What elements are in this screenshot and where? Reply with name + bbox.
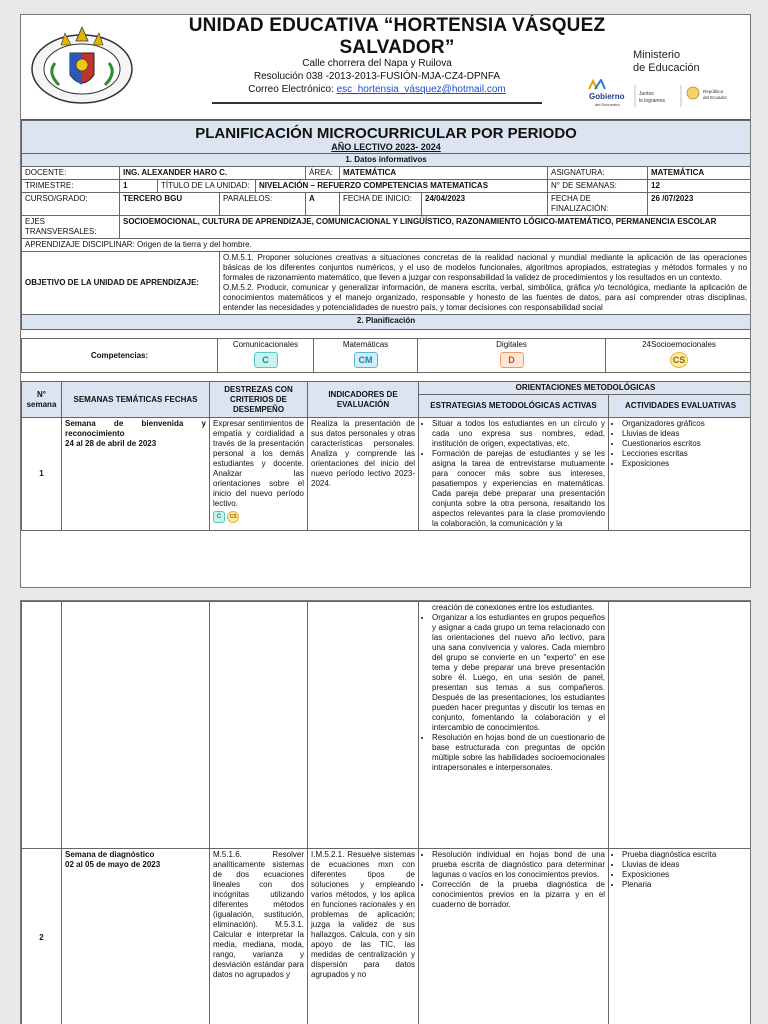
week-title: Semana de diagnóstico [65,850,155,859]
competencia-digitales [418,339,606,373]
socioemocional-icon: CS [670,352,688,368]
ministry-logo [633,49,700,75]
competencias-table [21,338,751,373]
table-row [22,602,752,849]
list-item: • Resolución individual en hojas bond de una prueba escrita de diagnóstico para determinar lagunas o vacíos en los conocimientos previos. [432,850,605,880]
ejes-value: SOCIOEMOCIONAL, CULTURA DE APRENDIZAJE, COMUNICACIONAL Y LINGÜÍSTICO, RAZONAMIENTO LÓGICO-MATEMÁTICO, PERMANENCIA ESCOLAR [120,216,751,239]
socioemocional-icon: CS [227,511,239,523]
info-table [21,120,751,330]
republic-line-2: del Ecuador [703,95,728,100]
list-item: • Formación de parejas de estudiantes y se les asigna la tarea de entrevistarse mutuamente para conocer más sobre sus intereses, pasatiempos y experiencias en matemáticas. Cada pareja debe preparar una presentación conjunta sobre la otra persona, resaltando los aspectos relevantes para la clase promoviendo la colaboración, la comunicación y la [432,449,605,529]
matematica-icon: CM [354,352,378,368]
fin-value: 26 /07/2023 [648,193,751,216]
page-2 [20,600,751,1024]
document-header [21,15,750,120]
republic-line-1: República [703,89,724,94]
email-link[interactable]: esc_hortensia_vásquez@hotmail.com [336,84,506,95]
email-line [217,83,537,96]
col-orientaciones-header: ORIENTACIONES METODOLÓGICAS [419,382,752,395]
table-row [22,849,752,1024]
docente-value: ING. ALEXANDER HARO C. [120,167,306,180]
list-item: • Exposiciones [622,459,749,469]
objetivo-2: O.M.5.2. Producir, comunicar y generalizar información, de manera escrita, verbal, simbólica, gráfica y/o tecnológica, mediante la aplicación de conocimientos matemáticos y el manejo organizado, responsable y honesto de las fuentes de datos, para así comprender otras disciplinas, entender las necesidades y potencialidades de nuestro país, y tomar decisiones con responsabilidad social [223,283,748,312]
asignatura-value: MATEMÁTICA [648,167,751,180]
objetivo-value [220,252,751,315]
gov-slogan-1: Juntos [639,91,654,97]
plan-year: AÑO LECTIVO 2023- 2024 [331,142,441,152]
aprendizaje-disciplinar: APRENDIZAJE DISCIPLINAR: Origen de la tierra y del hombre. [22,239,751,252]
list-item: • Organizadores gráficos [622,419,749,429]
page-1 [20,14,751,588]
estrategias-cell [419,602,609,849]
list-item: • Organizar a los estudiantes en grupos pequeños y asignar a cada grupo un tema relacionado con las orientaciones del nuevo año lectivo, para una sana convivencia y valores. Cada miembro del grupo se convierte en un "experto" en ese tema y debe preparar una breve presentación sobre él. Luego, en una sesión de panel, presentan sus temas a sus compañeros. Después de las presentaciones, los estudiantes pueden hacer preguntas y discutir los temas en conjunto, fomentando la colaboración y el intercambio de conocimientos. [432,613,605,733]
ministry-line-1: Ministerio [633,49,681,61]
objetivo-1: O.M.5.1. Proponer soluciones creativas a situaciones concretas de la realidad nacional y mundial mediante la aplicación de las operaciones básicas de los diferentes conjuntos numéricos, y el uso de modelos funcionales, algoritmos apropiados, estrategias y métodos formales y no formales de razonamiento matemático, que lleven a juzgar con responsabilidad la validez de procedimientos y los resultados en un contexto. [223,253,748,282]
actividades-cell [609,849,752,1024]
asignatura-label: ASIGNATURA: [548,167,648,180]
inicio-value: 24/04/2023 [422,193,548,216]
competencia-name: Matemáticas [342,340,389,349]
fin-label: FECHA DE FINALIZACIÓN: [548,193,648,216]
semanas-label: N° DE SEMANAS: [548,180,648,193]
competencia-socioemocionales [606,339,752,373]
address-divider [212,102,542,104]
list-item: • Lluvias de ideas [622,429,749,439]
week-dates: 24 al 28 de abril de 2023 [65,439,157,448]
list-item: • Lecciones escritas [622,449,749,459]
col-destrezas-header: DESTREZAS CON CRITERIOS DE DESEMPEÑO [210,382,308,418]
col-actividades-header: ACTIVIDADES EVALUATIVAS [609,395,752,418]
destrezas-cell [210,602,308,849]
list-item: • Corrección de la prueba diagnóstica de conocimientos previos en la pizarra y en el cuaderno de borrador. [432,880,605,910]
competencia-comunicacionales [218,339,314,373]
week-title: Semana de bienvenida y reconocimiento [65,419,206,438]
week-number [22,602,62,849]
list-item: • Situar a todos los estudiantes en un círculo y cada uno expresa sus nombres, edad, institución de origen, expectativas, etc. [432,419,605,449]
competencia-name: 24Socioemocionales [642,340,716,349]
titulo-value: NIVELACIÓN – REFUERZO COMPETENCIAS MATEMATICAS [256,180,548,193]
section-2-heading: 2. Planificación [22,315,751,330]
actividades-cell [609,602,752,849]
competencia-name: Digitales [496,340,527,349]
table-row [22,418,752,531]
gov-sub: del Encuentro [595,102,620,107]
competencias-label: Competencias: [22,339,218,373]
area-label: ÁREA: [306,167,340,180]
ejes-label: EJES TRANSVERSALES: [22,216,120,239]
section-1-heading: 1. Datos informativos [22,154,751,167]
gov-label: Gobierno [589,92,625,101]
inicio-label: FECHA DE INICIO: [340,193,422,216]
competencia-matematicas [314,339,418,373]
gov-slogan-2: lo logramos [639,98,665,104]
planificacion-table-continued [21,601,751,1024]
destrezas-cell [210,418,308,531]
week-dates: 02 al 05 de mayo de 2023 [65,860,161,869]
school-address [217,57,537,96]
paralelos-value: A [306,193,340,216]
docente-label: DOCENTE: [22,167,120,180]
address-line-2: Resolución 038 -2013-2013-FUSIÓN-MJA-CZ4-DPNFA [253,71,501,82]
week-dates-cell [62,602,210,849]
list-item: • Prueba diagnóstica escrita [622,850,749,860]
trimestre-label: TRIMESTRE: [22,180,120,193]
list-item: • Exposiciones [622,870,749,880]
indicadores-cell [308,602,419,849]
week-number: 1 [22,418,62,531]
destrezas-text: Expresar sentimientos de empatía y cordialidad a través de la presentación personal a los demás estudiantes y docente. Analizar las orientaciones sobre el inicio del nuevo período lectivo. [213,419,304,508]
curso-value: TERCERO BGU [120,193,220,216]
digital-icon: D [500,352,524,368]
estrategias-cell [419,849,609,1024]
plan-title: PLANIFICACIÓN MICROCURRICULAR POR PERIODO [195,125,577,142]
school-name: UNIDAD EDUCATIVA “HORTENSIA VÁSQUEZ SALVADOR” [188,15,606,58]
col-estrategias-header: ESTRATEGIAS METODOLÓGICAS ACTIVAS [419,395,609,418]
estrategia-continued: creación de conexiones entre los estudiantes. [432,603,595,612]
col-num-header: N° semana [22,382,62,418]
titulo-label: TÍTULO DE LA UNIDAD: [158,180,256,193]
week-number: 2 [22,849,62,1024]
list-item: • Lluvias de ideas [622,860,749,870]
col-semanas-header: SEMANAS TEMÁTICAS FECHAS [62,382,210,418]
comunicacional-icon: C [213,511,225,523]
indicadores-cell: Realiza la presentación de sus datos personales y otras características personales. Analiza y comprende las orientaciones del inicio del nuevo período lectivo 2023-2024. [308,418,419,531]
week-dates-cell [62,418,210,531]
estrategias-cell [419,418,609,531]
competencia-name: Comunicacionales [232,340,299,349]
list-item: • Cuestionarios escritos [622,439,749,449]
list-item: • Plenaria [622,880,749,890]
col-indicadores-header: INDICADORES DE EVALUACIÓN [308,382,419,418]
destrezas-cell: M.5.1.6. Resolver analíticamente sistemas de dos ecuaciones lineales con dos incógnitas utilizando diferentes métodos (igualación, sustitución, eliminación). M.5.3.1. Calcular e interpretar la media, mediana, moda, rango, varianza y desviación estándar para datos no agrupados y [210,849,308,1024]
area-value: MATEMÁTICA [340,167,548,180]
paralelos-label: PARALELOS: [220,193,306,216]
trimestre-value: 1 [120,180,158,193]
ministry-line-2: de Educación [633,62,700,74]
plan-title-cell [22,121,751,154]
indicadores-cell: I.M.5.2.1. Resuelve sistemas de ecuaciones mxn con diferentes tipos de soluciones y empleando varios métodos, y los aplica en funciones racionales y en problemas de aplicación; juzga la validez de sus hallazgos. Calcula, con y sin apoyo de las TIC, las medidas de centralización y dispersión para datos agrupados y no [308,849,419,1024]
objetivo-label: OBJETIVO DE LA UNIDAD DE APRENDIZAJE: [22,252,220,315]
comunicacional-icon: C [254,352,278,368]
email-label: Correo Electrónico: [248,84,337,95]
curso-label: CURSO/GRADO: [22,193,120,216]
list-item: • Resolución en hojas bond de un cuestionario de base estructurada con preguntas de opción múltiple sobre las habilidades socioemocionales intrapersonales e interpersonales. [432,733,605,773]
school-seal-logo [25,19,139,109]
government-logo [587,79,747,109]
actividades-cell [609,418,752,531]
week-dates-cell [62,849,210,1024]
planificacion-table [21,381,751,531]
semanas-value: 12 [648,180,751,193]
address-line-1: Calle chorrera del Napa y Ruilova [302,58,452,69]
